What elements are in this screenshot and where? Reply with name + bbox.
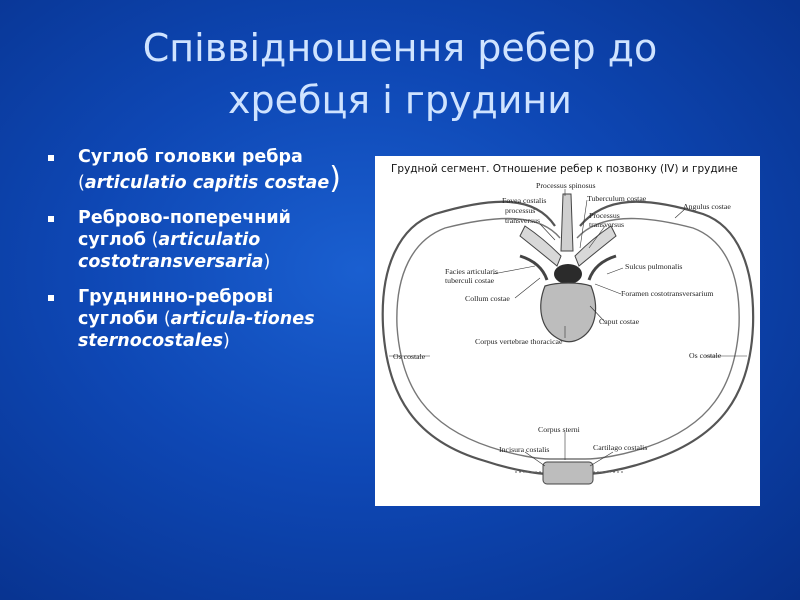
bullet-marker <box>48 216 54 222</box>
slide-title <box>0 22 800 126</box>
label-processus-transversus-left-2: transversus <box>505 216 541 225</box>
bullet-label: Суглоб головки ребра <box>78 147 303 167</box>
label-os-costale-right: Os costale <box>689 351 722 360</box>
label-cartilago-costalis: Cartilago costalis <box>593 443 648 452</box>
bullet-paren-close: ) <box>263 252 271 272</box>
bullet-item <box>46 207 356 273</box>
bullet-latin: articulatio capitis costae <box>84 173 330 193</box>
bullet-paren-open: ( <box>151 230 159 250</box>
bullet-latin: articulatio costotransversaria <box>78 230 264 272</box>
thoracic-segment-diagram <box>375 156 760 506</box>
vertebral-foramen <box>554 264 582 284</box>
label-processus-spinosus: Processus spinosus <box>536 181 596 190</box>
spinous-process <box>561 194 573 251</box>
bullet-label: Реброво-поперечний суглоб <box>78 208 291 250</box>
bullet-marker <box>48 155 54 161</box>
bullet-item <box>46 146 356 194</box>
label-os-costale-left: Os costale <box>393 352 426 361</box>
slide-title-line-1: Співвідношення ребер до <box>142 26 658 70</box>
bullet-paren-close: ) <box>223 331 230 351</box>
bullet-label: Груднинно-реброві суглоби <box>78 287 274 329</box>
label-fovea-costalis: Fovea costalis <box>502 196 547 205</box>
label-processus-transversus-right-1: Processus <box>589 211 620 220</box>
sternum-body <box>543 462 593 484</box>
label-processus-transversus-right-2: transversus <box>589 220 625 229</box>
bullet-paren-open: ( <box>78 173 85 193</box>
figure-caption: Грудной сегмент. Отношение ребер к позвонку (IV) и грудине <box>391 163 738 175</box>
label-incisura-costalis: Incisura costalis <box>499 445 550 454</box>
bullet-marker <box>48 295 54 301</box>
bullet-paren-open: ( <box>163 309 171 329</box>
bullet-latin: articula-tiones sternocostales <box>78 309 315 351</box>
rib-head-right <box>589 256 616 280</box>
anatomy-figure <box>375 156 760 506</box>
bullet-list <box>46 146 356 365</box>
label-sulcus-pulmonalis: Sulcus pulmonalis <box>625 262 683 271</box>
label-caput-costae: Caput costae <box>599 317 640 326</box>
label-collum-costae: Collum costae <box>465 294 510 303</box>
bullet-paren-close: ) <box>329 161 341 196</box>
vertebral-body <box>541 283 596 342</box>
label-corpus-sterni: Corpus sterni <box>538 425 580 434</box>
label-facies-articularis-1: Facies articularis <box>445 267 499 276</box>
label-processus-transversus-left-1: processus <box>505 206 536 215</box>
label-corpus-vertebrae: Corpus vertebrae thoracicae <box>475 337 563 346</box>
slide-title-line-2: хребця і грудини <box>228 78 572 122</box>
label-foramen-costotransversarium: Foramen costotransversarium <box>621 289 714 298</box>
label-tuberculum-costae: Tuberculum costae <box>587 194 647 203</box>
label-angulus-costae: Angulus costae <box>683 202 731 211</box>
bullet-item <box>46 286 356 352</box>
transverse-process-right <box>575 226 616 266</box>
label-facies-articularis-2: tuberculi costae <box>445 276 495 285</box>
